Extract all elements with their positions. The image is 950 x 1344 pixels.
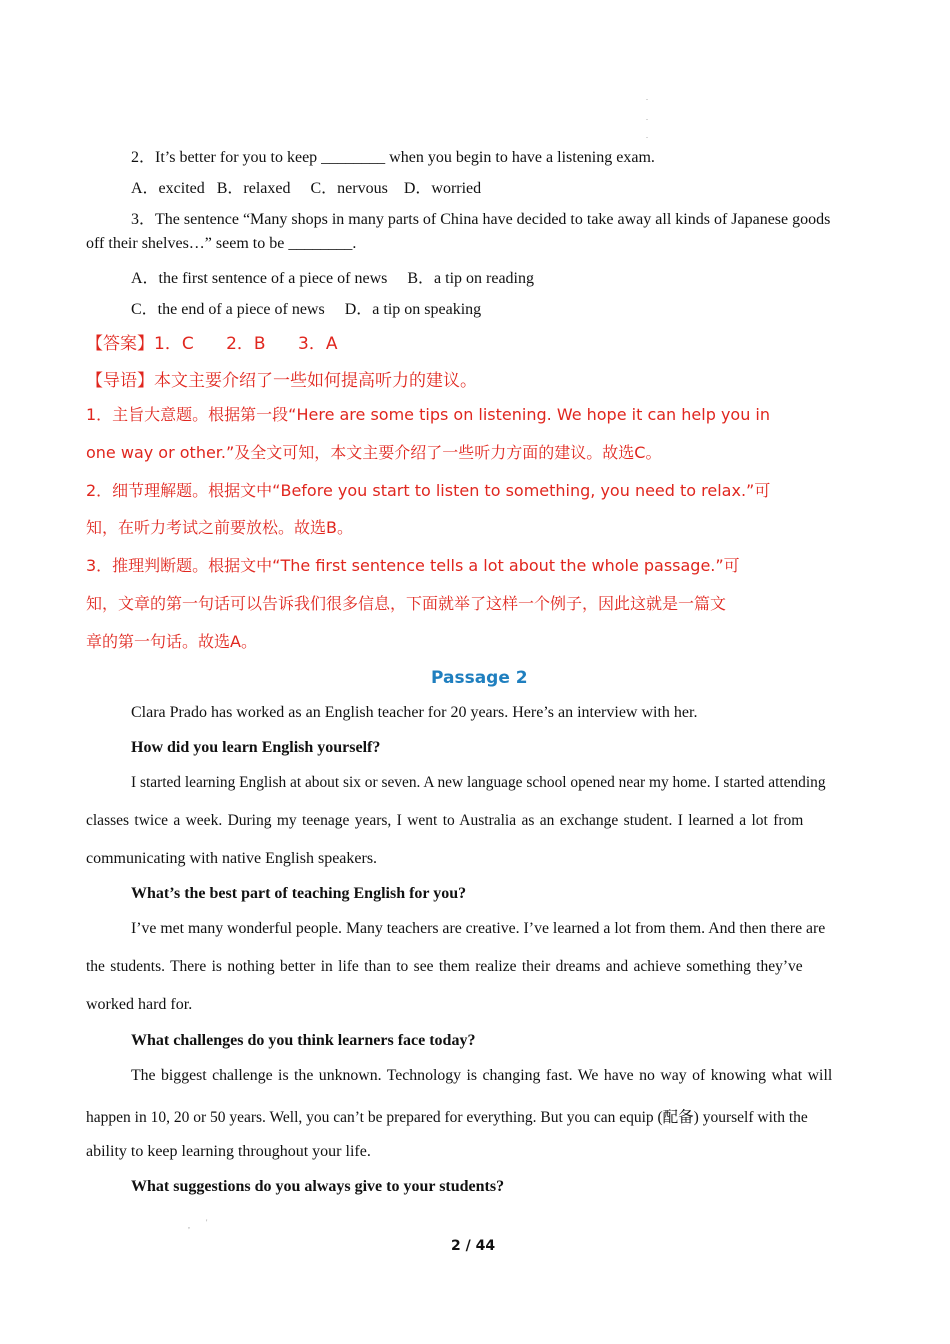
explanation-3-line2: 知，文章的第一句话可以告诉我们很多信息，下面就举了这样一个例子，因此这就是一篇文 <box>86 594 727 613</box>
interview-answer-3-line1: The biggest challenge is the unknown. Technology is changing fast. We have no way of knowing what will <box>131 1067 833 1084</box>
interview-answer-1-line2: classes twice a week. During my teenage years, I went to Australia as an exchange student. I learned a lot from <box>86 812 804 829</box>
question-3-options-2: C．the end of a piece of news D．a tip on speaking <box>131 301 482 318</box>
explanation-1-line1: 1．主旨大意题。根据第一段“Here are some tips on listening. We hope it can help you in <box>86 405 771 424</box>
interview-question-3: What challenges do you think learners face today? <box>131 1032 476 1049</box>
explanation-3-line3: 章的第一句话。故选A。 <box>86 632 257 651</box>
interview-answer-2-line1: I’ve met many wonderful people. Many teachers are creative. I’ve learned a lot from them. And then there are <box>131 920 826 937</box>
explanation-3-line1: 3．推理判断题。根据文中“The first sentence tells a lot about the whole passage.”可 <box>86 556 740 575</box>
passage-title: Passage 2 <box>431 668 528 688</box>
interview-answer-3-line2: happen in 10, 20 or 50 years. Well, you can’t be prepared for everything. But you can equip (配备) yourself with the <box>86 1109 808 1126</box>
interview-question-2: What’s the best part of teaching English for you? <box>131 885 467 902</box>
explanation-2-line2: 知，在听力考试之前要放松。故选B。 <box>86 518 353 537</box>
question-3-line2: off their shelves…” seem to be ________. <box>86 235 357 252</box>
explanation-2-line1: 2．细节理解题。根据文中“Before you start to listen to something, you need to relax.”可 <box>86 481 771 500</box>
answer-key: 【答案】1．C 2．B 3．A <box>86 334 338 354</box>
interview-answer-2-line2: the students. There is nothing better in life than to see them realize their dreams and achieve something they’ve <box>86 958 803 975</box>
question-2-options: A．excited B．relaxed C．nervous D．worried <box>131 180 482 197</box>
interview-answer-1-line3: communicating with native English speakers. <box>86 850 378 867</box>
page-number: 2 / 44 <box>451 1238 496 1254</box>
decorative-dot: . <box>646 113 648 122</box>
interview-question-4: What suggestions do you always give to your students? <box>131 1178 505 1195</box>
interview-question-1: How did you learn English yourself? <box>131 739 381 756</box>
question-2: 2．It’s better for you to keep ________ when you begin to have a listening exam. <box>131 149 655 166</box>
decorative-dot: . <box>646 131 648 140</box>
question-3-options-1: A．the first sentence of a piece of news B．a tip on reading <box>131 270 534 287</box>
decorative-dot: . <box>646 93 648 102</box>
explanation-1-line2: one way or other.”及全文可知，本文主要介绍了一些听力方面的建议。故选C。 <box>86 443 662 462</box>
answer-guide: 【导语】本文主要介绍了一些如何提高听力的建议。 <box>86 371 477 391</box>
decorative-dot: ' <box>206 1218 208 1227</box>
interview-answer-1-line1: I started learning English at about six or seven. A new language school opened near my home. I started attending <box>131 774 826 791</box>
decorative-dot: , <box>188 1221 190 1230</box>
passage-intro: Clara Prado has worked as an English teacher for 20 years. Here’s an interview with her. <box>131 704 698 721</box>
question-3-line1: 3．The sentence “Many shops in many parts of China have decided to take away all kinds of Japanese goods <box>131 211 831 228</box>
interview-answer-3-line3: ability to keep learning throughout your life. <box>86 1143 371 1160</box>
interview-answer-2-line3: worked hard for. <box>86 996 193 1013</box>
